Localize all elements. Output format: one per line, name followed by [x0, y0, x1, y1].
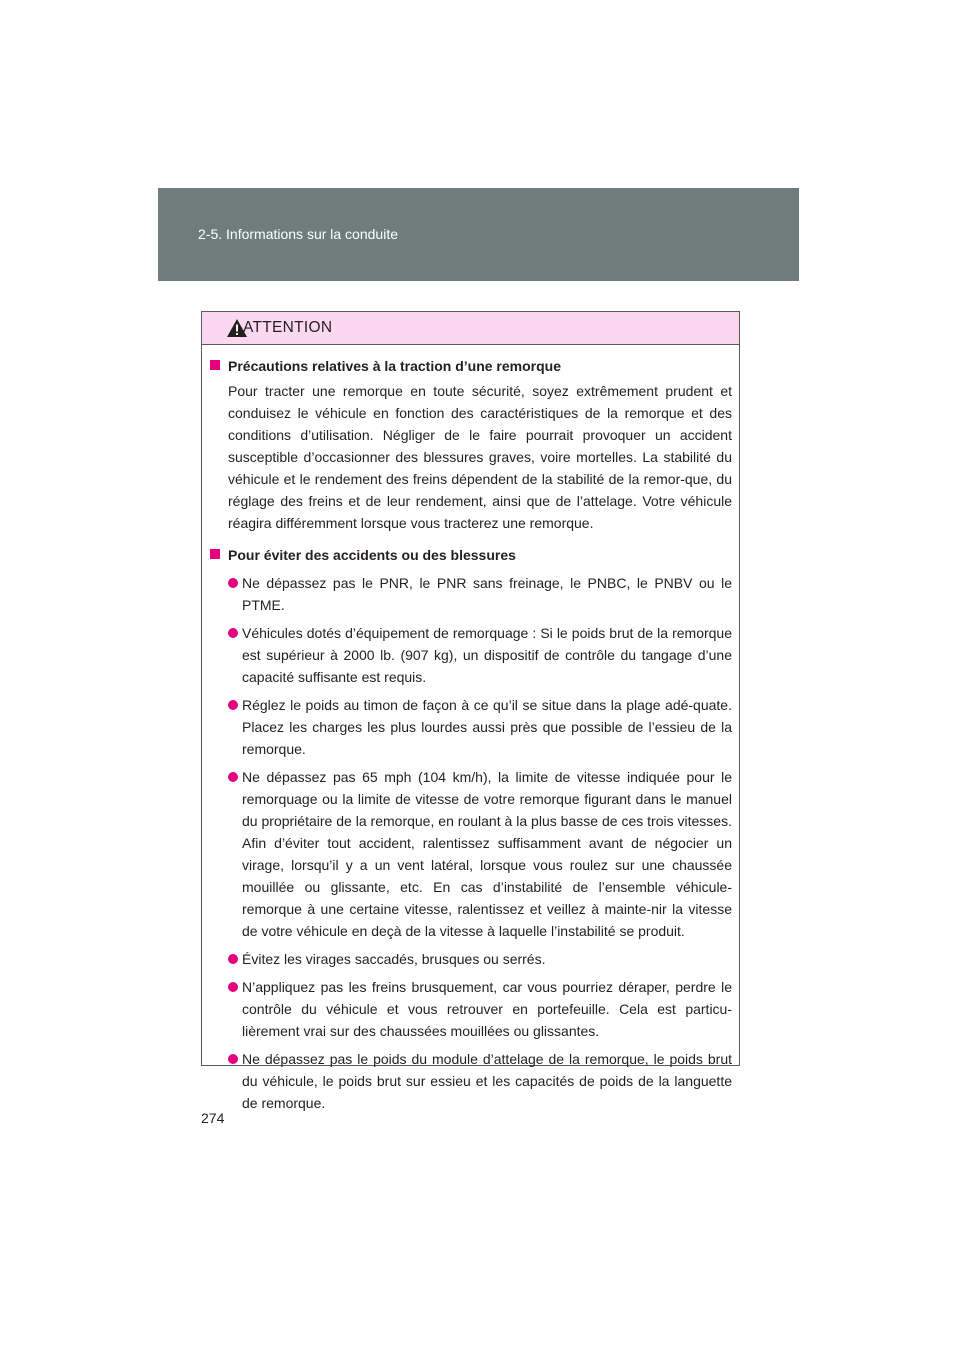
list-item: N’appliquez pas les freins brusquement, car vous pourriez déraper, perdre le contrôle du véhicule et vous retrouver en portefeuille. Cela est particu-lièrement vrai sur des chaussées mouillées ou glissantes. [210, 976, 732, 1042]
warning-body [202, 345, 739, 1114]
section-title-avoid-accidents: Pour éviter des accidents ou des blessures [210, 544, 732, 566]
paragraph-towing-precautions: Pour tracter une remorque en toute sécurité, soyez extrêmement prudent et conduisez le véhicule en fonction des caractéristiques de la remorque et des conditions d’utilisation. Négliger de le faire pourrait provoquer un accident susceptible d’occasionner des blessures graves, voire mortelles. La stabilité du véhicule et le rendement des freins dépendent de la stabilité de la remor-que, du réglage des freins et de leur rendement, ainsi que de l’attelage. Votre véhicule réagira différemment lorsque vous tracterez une remorque. [228, 383, 732, 531]
list-item: Véhicules dotés d’équipement de remorquage : Si le poids brut de la remorque est supérieur à 2000 lb. (907 kg), un dispositif de contrôle du tangage d’une capacité suffisante est requis. [210, 622, 732, 688]
bullet-list [210, 572, 732, 1114]
round-bullet-icon [228, 954, 238, 964]
round-bullet-icon [228, 772, 238, 782]
round-bullet-icon [228, 628, 238, 638]
chapter-header-band [158, 188, 799, 281]
warning-box [201, 311, 740, 1111]
square-bullet-icon [210, 549, 220, 559]
page-number: 274 [201, 1110, 225, 1126]
round-bullet-icon [228, 700, 238, 710]
round-bullet-icon [228, 578, 238, 588]
warning-title: ATTENTION [243, 319, 333, 336]
list-item: Ne dépassez pas le poids du module d’attelage de la remorque, le poids brut du véhicule, le poids brut sur essieu et les capacités de poids de la languette de remorque. [210, 1048, 732, 1114]
warning-header [202, 312, 739, 345]
round-bullet-icon [228, 1054, 238, 1064]
list-item: Ne dépassez pas le PNR, le PNR sans freinage, le PNBC, le PNBV ou le PTME. [210, 572, 732, 616]
round-bullet-icon [228, 982, 238, 992]
section-title-towing-precautions: Précautions relatives à la traction d’une remorque [210, 355, 732, 377]
list-item: Réglez le poids au timon de façon à ce qu’il se situe dans la plage adé-quate. Placez les charges les plus lourdes aussi près que possible de l’essieu de la remorque. [210, 694, 732, 760]
square-bullet-icon [210, 360, 220, 370]
list-item: Ne dépassez pas 65 mph (104 km/h), la limite de vitesse indiquée pour le remorquage ou la limite de vitesse de votre remorque figurant dans le manuel du propriétaire de la remorque, en roulant à la plus basse de ces trois vitesses. Afin d’éviter tout accident, ralentissez suffisamment avant de négocier un virage, lorsqu’il y a un vent latéral, lorsque vous roulez sur une chaussée mouillée ou glissante, etc. En cas d’instabilité de l’ensemble véhicule-remorque à une certaine vitesse, ralentissez et veillez à mainte-nir la vitesse de votre véhicule en deçà de la vitesse à laquelle l’instabilité se produit. [210, 766, 732, 942]
chapter-section-title: 2-5. Informations sur la conduite [198, 226, 398, 242]
list-item: Évitez les virages saccadés, brusques ou serrés. [210, 948, 732, 970]
